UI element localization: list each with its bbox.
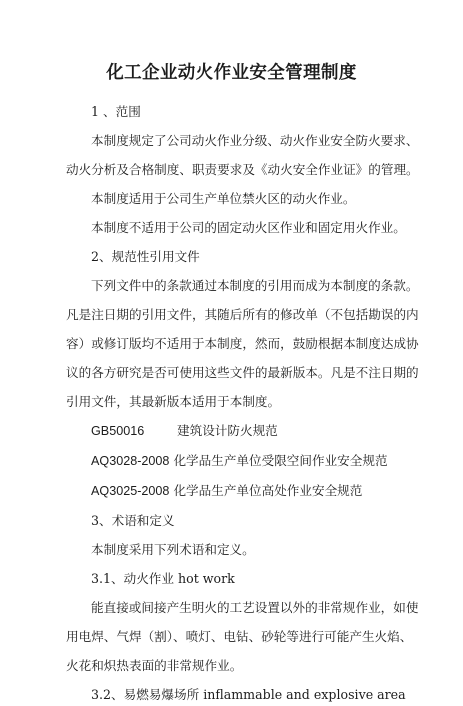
standard-name: 化学品生产单位高处作业安全规范	[173, 483, 363, 498]
section-2-paragraph-line-4: 议的各方研究是否可使用这些文件的最新版本。凡是不注日期的	[66, 365, 419, 380]
standard-name: 化学品生产单位受限空间作业安全规范	[173, 453, 388, 468]
term-3-2-heading: 3.2、易燃易爆场所 inflammable and explosive area	[91, 687, 406, 702]
standard-reference	[66, 449, 397, 473]
term-3-1-definition-line-3: 火花和炽热表面的非常规作业。	[66, 658, 243, 673]
standard-code: AQ3028-2008	[91, 454, 170, 468]
section-1-paragraph-3: 本制度不适用于公司的固定动火区作业和固定用火作业。	[91, 220, 406, 235]
standard-code: AQ3025-2008	[91, 484, 170, 498]
section-1-paragraph-2: 本制度适用于公司生产单位禁火区的动火作业。	[91, 191, 356, 206]
term-3-1-definition-line-1: 能直接或间接产生明火的工艺设置以外的非常规作业，如使	[91, 600, 419, 615]
document-title: 化工企业动火作业安全管理制度	[106, 63, 357, 83]
section-1-heading: 1 、范围	[91, 104, 141, 119]
term-3-1-definition-line-2: 用电焊、气焊（割）、喷灯、电钻、砂轮等进行可能产生火焰、	[66, 629, 413, 644]
section-2-paragraph-line-2: 凡是注日期的引用文件，其随后所有的修改单（不包括勘误的内	[66, 307, 419, 322]
standard-reference	[66, 479, 397, 503]
standard-reference	[66, 419, 397, 443]
section-1-paragraph-1-line-2: 动火分析及合格制度、职责要求及《动火安全作业证》的管理。	[66, 162, 419, 177]
section-3-intro: 本制度采用下列术语和定义。	[91, 542, 255, 557]
standard-name: 建筑设计防火规范	[177, 423, 278, 438]
section-2-paragraph-line-5: 引用文件，其最新版本适用于本制度。	[66, 394, 281, 409]
section-2-heading: 2、规范性引用文件	[91, 249, 200, 264]
standard-code: GB50016	[91, 424, 145, 438]
section-2-paragraph-line-3: 容）或修订版均不适用于本制度，然而，鼓励根据本制度达成协	[66, 336, 419, 351]
section-1-paragraph-1-line-1: 本制度规定了公司动火作业分级、动火作业安全防火要求、	[91, 133, 419, 148]
section-3-heading: 3、术语和定义	[91, 513, 175, 528]
section-2-paragraph-line-1: 下列文件中的条款通过本制度的引用而成为本制度的条款。	[91, 278, 419, 293]
term-3-1-heading: 3.1、动火作业 hot work	[91, 571, 235, 586]
